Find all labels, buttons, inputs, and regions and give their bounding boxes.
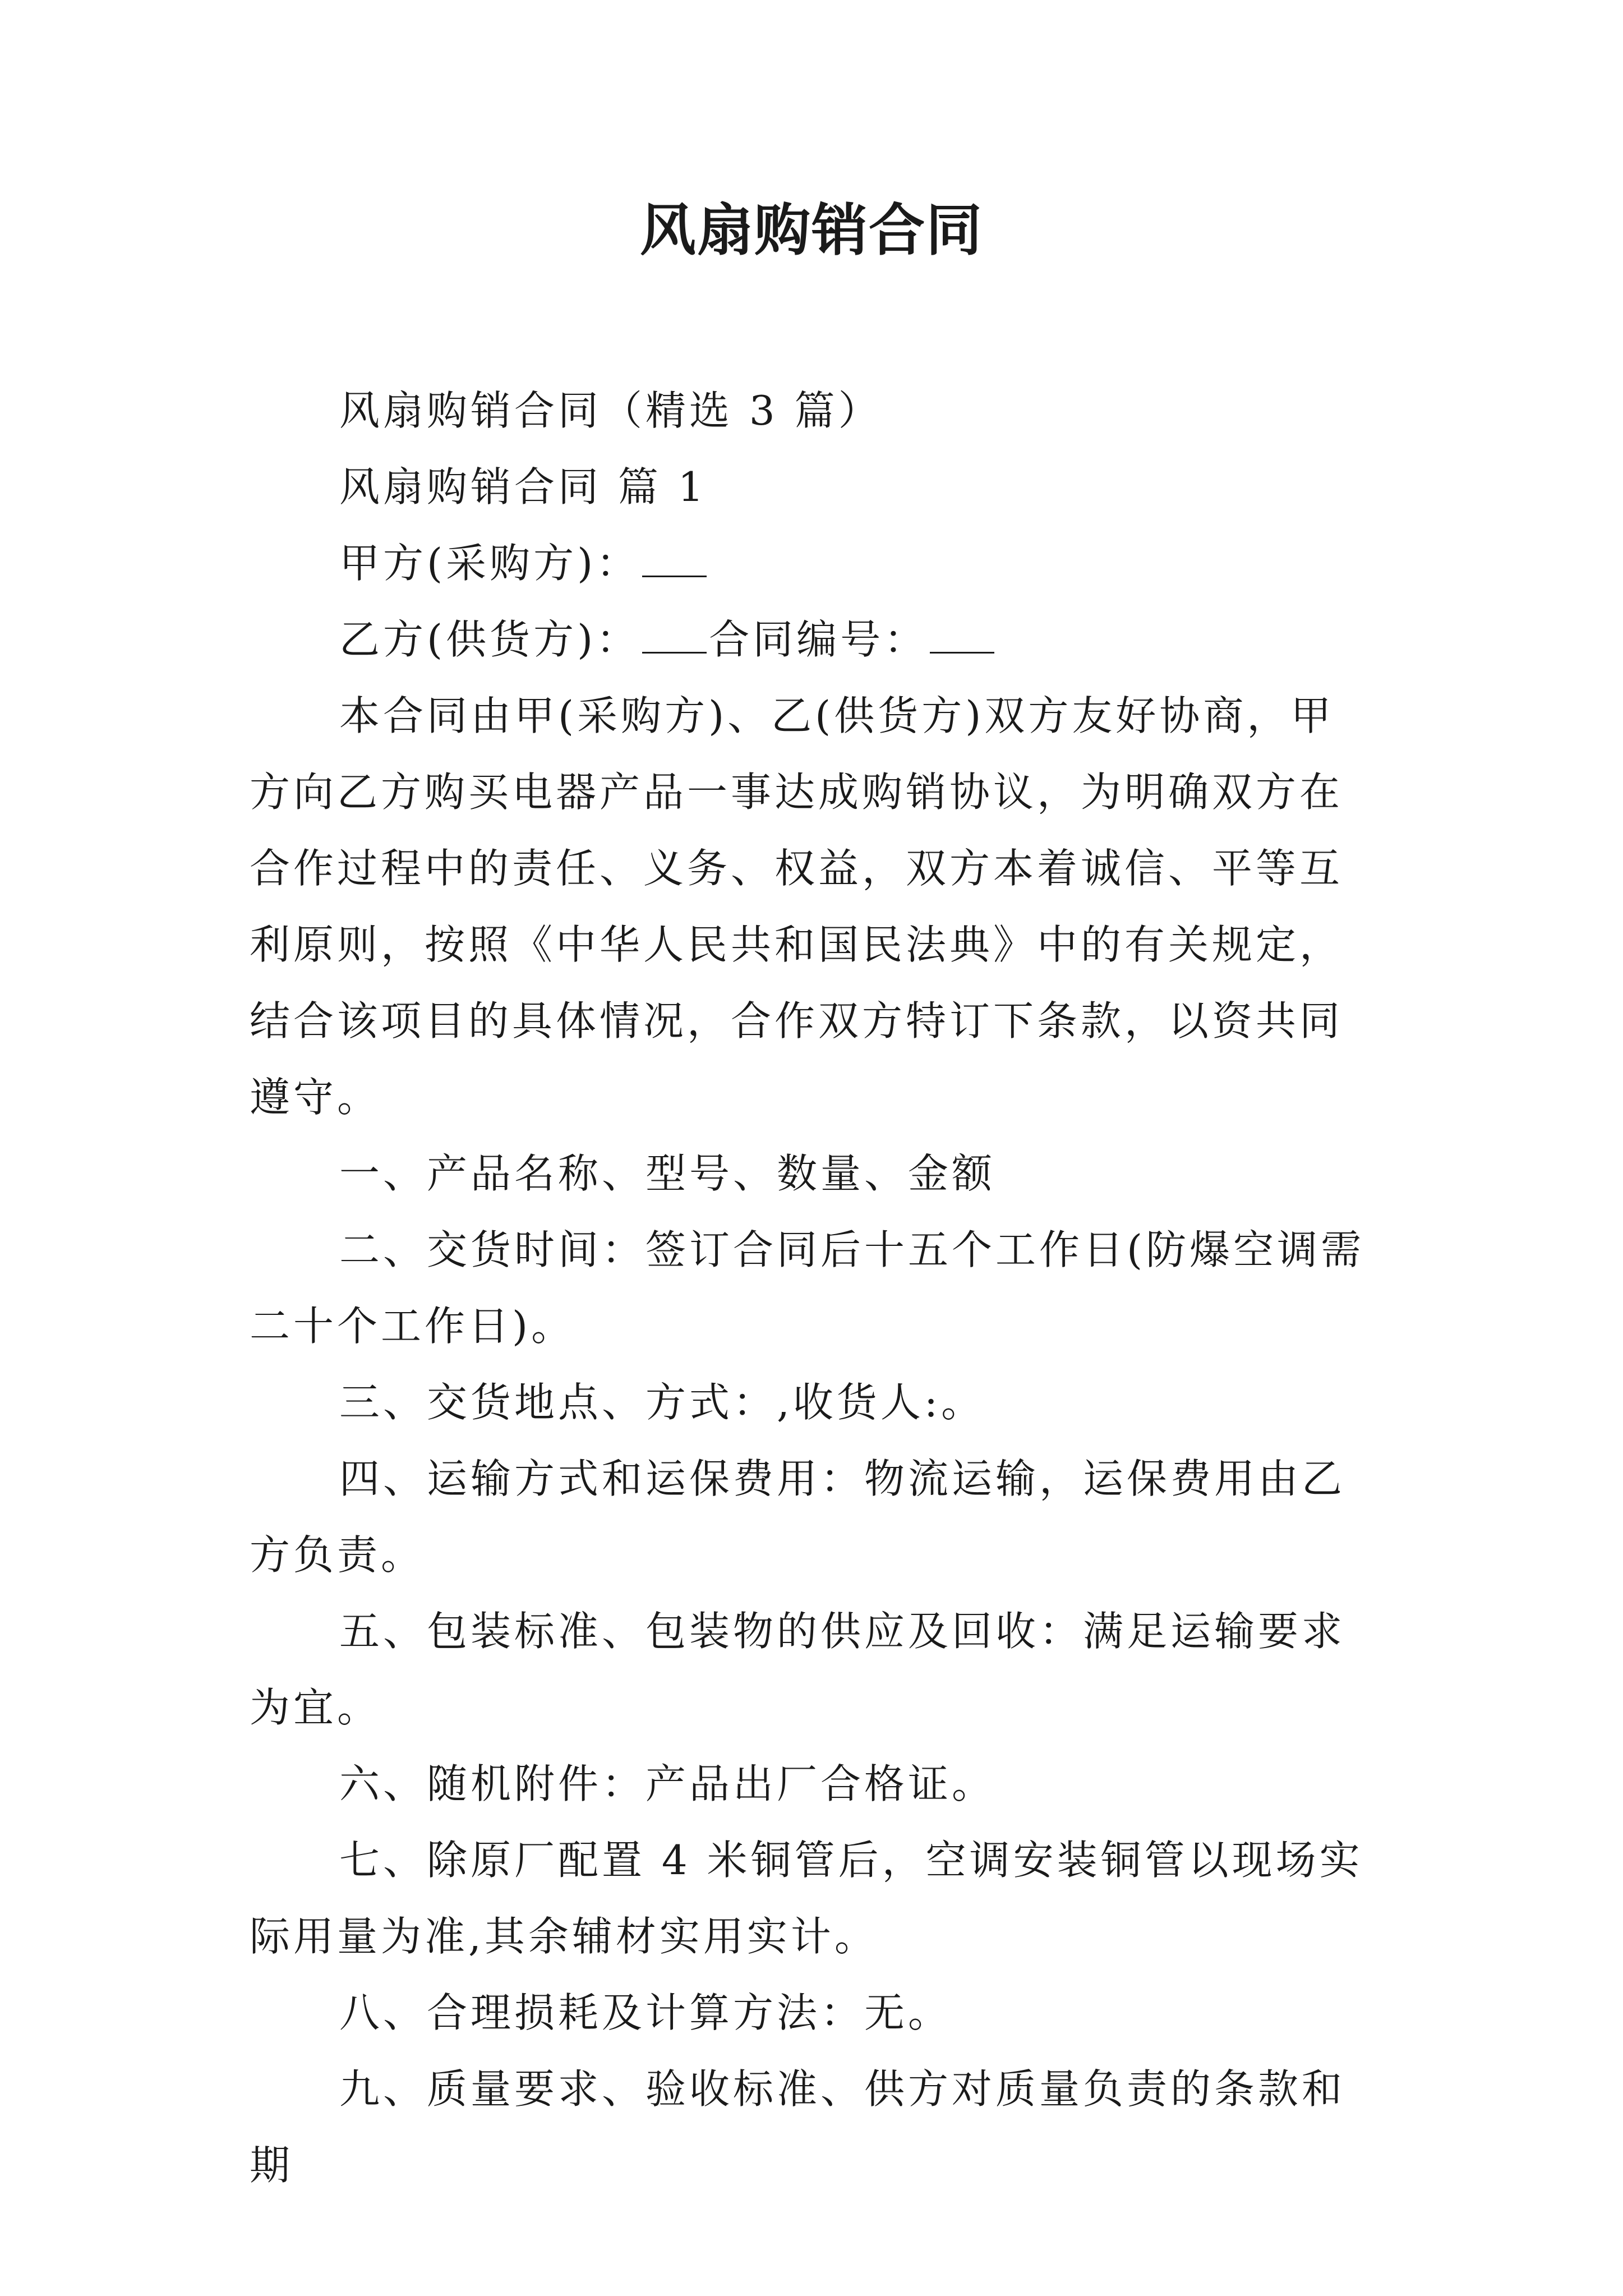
- document-body: [250, 372, 1377, 2203]
- party-a-line: [250, 525, 1377, 601]
- subtitle-paragraph: 风扇购销合同（精选 3 篇）: [339, 387, 882, 434]
- intro-paragraph: 本合同由甲(采购方)、乙(供货方)双方友好协商，甲方向乙方购买电器产品一事达成购销协议，为明确双方在合作过程中的责任、义务、权益，双方本着诚信、平等互利原则，按照《中华人民共和国民法典》中的有关规定，结合该项目的具体情况，合作双方特订下条款，以资共同遵守。: [250, 692, 1344, 1121]
- contract-no-label: 合同编号：: [709, 616, 928, 663]
- clause-7: 七、除原厂配置 4 米铜管后，空调安装铜管以现场实际用量为准,其余辅材实用实计。: [250, 1837, 1363, 1960]
- party-b-blank: [642, 618, 707, 654]
- section-heading-paragraph: 风扇购销合同 篇 1: [339, 463, 707, 510]
- clause-9: 九、质量要求、验收标准、供方对质量负责的条款和期: [250, 2065, 1346, 2189]
- clause-3: 三、交货地点、方式：,收货人:。: [339, 1379, 985, 1426]
- party-b-label: 乙方(供货方)：: [339, 616, 640, 663]
- clause-2: 二、交货时间：签订合同后十五个工作日(防爆空调需二十个工作日)。: [250, 1226, 1365, 1350]
- document-title: 风扇购销合同: [640, 197, 983, 263]
- clause-6: 六、随机附件：产品出厂合格证。: [339, 1760, 996, 1807]
- contract-no-blank: [930, 618, 994, 654]
- clause-1: 一、产品名称、型号、数量、金额: [339, 1150, 996, 1197]
- clause-5: 五、包装标准、包装物的供应及回收：满足运输要求为宜。: [250, 1608, 1346, 1731]
- party-a-label: 甲方(采购方)：: [339, 540, 640, 587]
- clause-4: 四、运输方式和运保费用：物流运输，运保费用由乙方负责。: [250, 1455, 1346, 1579]
- party-a-blank: [642, 542, 707, 577]
- clause-8: 八、合理损耗及计算方法：无。: [339, 1989, 952, 2036]
- party-b-line: [250, 601, 1377, 678]
